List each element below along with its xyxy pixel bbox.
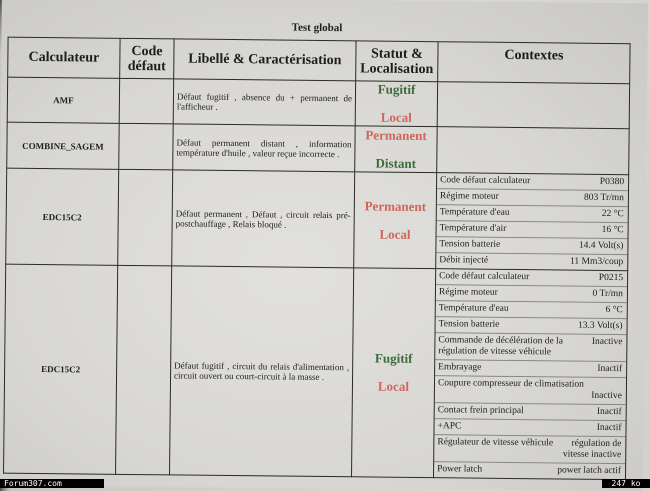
- context-value: 6 °C: [605, 304, 623, 316]
- context-label: Régime moteur: [438, 287, 498, 298]
- table-row: [4, 264, 628, 480]
- libelle-cell: Défaut permanent distant , information température d'huile , valeur reçue incorrecte .: [173, 124, 355, 172]
- context-value: Inactive: [591, 336, 623, 348]
- contextes-cell: [434, 269, 628, 480]
- context-label: Power latch: [437, 464, 483, 475]
- statut-cell: [355, 126, 437, 173]
- context-value: 803 Tr/mn: [584, 192, 624, 204]
- status-label: Fugitif: [374, 350, 413, 366]
- context-row: [436, 253, 627, 270]
- statut-cell: [352, 268, 436, 478]
- localisation-label: Local: [379, 226, 411, 242]
- code-defaut-cell: [119, 123, 173, 170]
- context-value: 16 °C: [601, 224, 624, 236]
- context-label: Code défaut calculateur: [439, 271, 530, 283]
- context-row: [434, 419, 625, 437]
- context-label: Température d'eau: [438, 303, 509, 314]
- context-value: power latch actif: [557, 465, 622, 477]
- localisation-label: Local: [380, 109, 412, 125]
- context-value: Inactif: [597, 363, 623, 375]
- fault-table: [3, 37, 631, 480]
- context-value: P0380: [599, 176, 625, 188]
- context-label: Code défaut calculateur: [440, 175, 531, 187]
- watermark-site: Forum307.com: [0, 479, 104, 488]
- statut-cell: [354, 172, 437, 269]
- calculateur-cell: EDC15C2: [6, 168, 119, 265]
- table-header-row: [8, 37, 630, 84]
- context-label: Coupure compresseur de climatisation: [437, 378, 584, 390]
- calculateur-cell: EDC15C2: [4, 264, 118, 474]
- context-row: [435, 376, 626, 405]
- code-defaut-cell: [118, 169, 173, 266]
- localisation-label: Local: [377, 378, 410, 394]
- status-label: Permanent: [365, 126, 427, 143]
- calculateur-cell: COMBINE_SAGEM: [7, 122, 119, 169]
- context-value: 0 Tr/mn: [592, 288, 623, 300]
- context-label: Température d'air: [439, 223, 507, 234]
- status-label: Fugitif: [377, 81, 416, 97]
- code-defaut-cell: [119, 78, 173, 124]
- header-code-defaut: Code défaut: [120, 38, 174, 79]
- document-title: Test global: [291, 21, 343, 35]
- contextes-cell: [437, 127, 629, 175]
- context-label: Tension batterie: [438, 319, 500, 330]
- context-row: [435, 333, 626, 362]
- context-label: Régime moteur: [439, 191, 499, 202]
- context-row: [436, 269, 627, 287]
- code-defaut-cell: [116, 265, 172, 475]
- context-row: [437, 221, 628, 239]
- context-label: Embrayage: [438, 362, 482, 373]
- status-label: Permanent: [364, 197, 427, 214]
- context-row: [437, 189, 628, 207]
- context-value: 13.3 Volt(s): [578, 320, 623, 332]
- context-row: [436, 301, 627, 319]
- context-value: 11 Mm3/coup: [570, 256, 624, 268]
- calculateur-cell: AMF: [7, 77, 119, 123]
- context-row: [435, 360, 626, 378]
- context-label: Tension batterie: [439, 239, 501, 250]
- header-statut: Statut & Localisation: [356, 41, 438, 82]
- context-label: Débit injecté: [439, 255, 489, 266]
- context-label: +APC: [437, 421, 462, 432]
- contextes-cell: [436, 173, 629, 271]
- context-label: Régulateur de vitesse véhicule: [437, 437, 554, 449]
- context-row: [435, 403, 626, 421]
- context-value: Inactif: [596, 406, 622, 418]
- context-row: [437, 173, 628, 191]
- header-contextes: Contextes: [438, 42, 630, 84]
- contextes-cell: [437, 82, 629, 129]
- header-calculateur: Calculateur: [8, 37, 120, 78]
- context-row: [437, 205, 628, 223]
- context-value: P0215: [598, 272, 624, 284]
- context-value: Inactive: [591, 390, 622, 402]
- context-row: [436, 237, 627, 255]
- table-row: [7, 122, 629, 175]
- context-value: 22 °C: [601, 208, 624, 220]
- context-row: [434, 435, 625, 464]
- context-label: Contact frein principal: [437, 405, 524, 417]
- libelle-cell: Défaut fugitif , circuit du relais d'alimentation , circuit ouvert ou court-circuit à la masse .: [170, 266, 354, 477]
- libelle-cell: Défaut fugitif , absence du + permanent de l'afficheur .: [173, 79, 355, 126]
- header-libelle: Libellé & Caractérisation: [174, 39, 356, 81]
- table-row: [7, 77, 629, 129]
- statut-cell: [355, 81, 437, 127]
- localisation-label: Distant: [375, 155, 417, 171]
- context-row: [436, 285, 627, 303]
- file-size-label: 247 ko: [602, 479, 650, 488]
- context-row: [436, 317, 627, 335]
- context-value: 14.4 Volt(s): [578, 240, 624, 252]
- context-value: régulation de vitesse inactive: [562, 438, 622, 461]
- context-value: Inactif: [596, 422, 622, 434]
- libelle-cell: Défaut permanent , Défaut , circuit relais pré-postchauffage , Relais bloqué .: [172, 170, 355, 268]
- context-label: Température d'eau: [439, 207, 510, 218]
- context-label: Commande de décélération de la régulation de vitesse véhicule: [438, 335, 564, 358]
- context-row: [434, 462, 625, 479]
- table-row: [6, 168, 629, 271]
